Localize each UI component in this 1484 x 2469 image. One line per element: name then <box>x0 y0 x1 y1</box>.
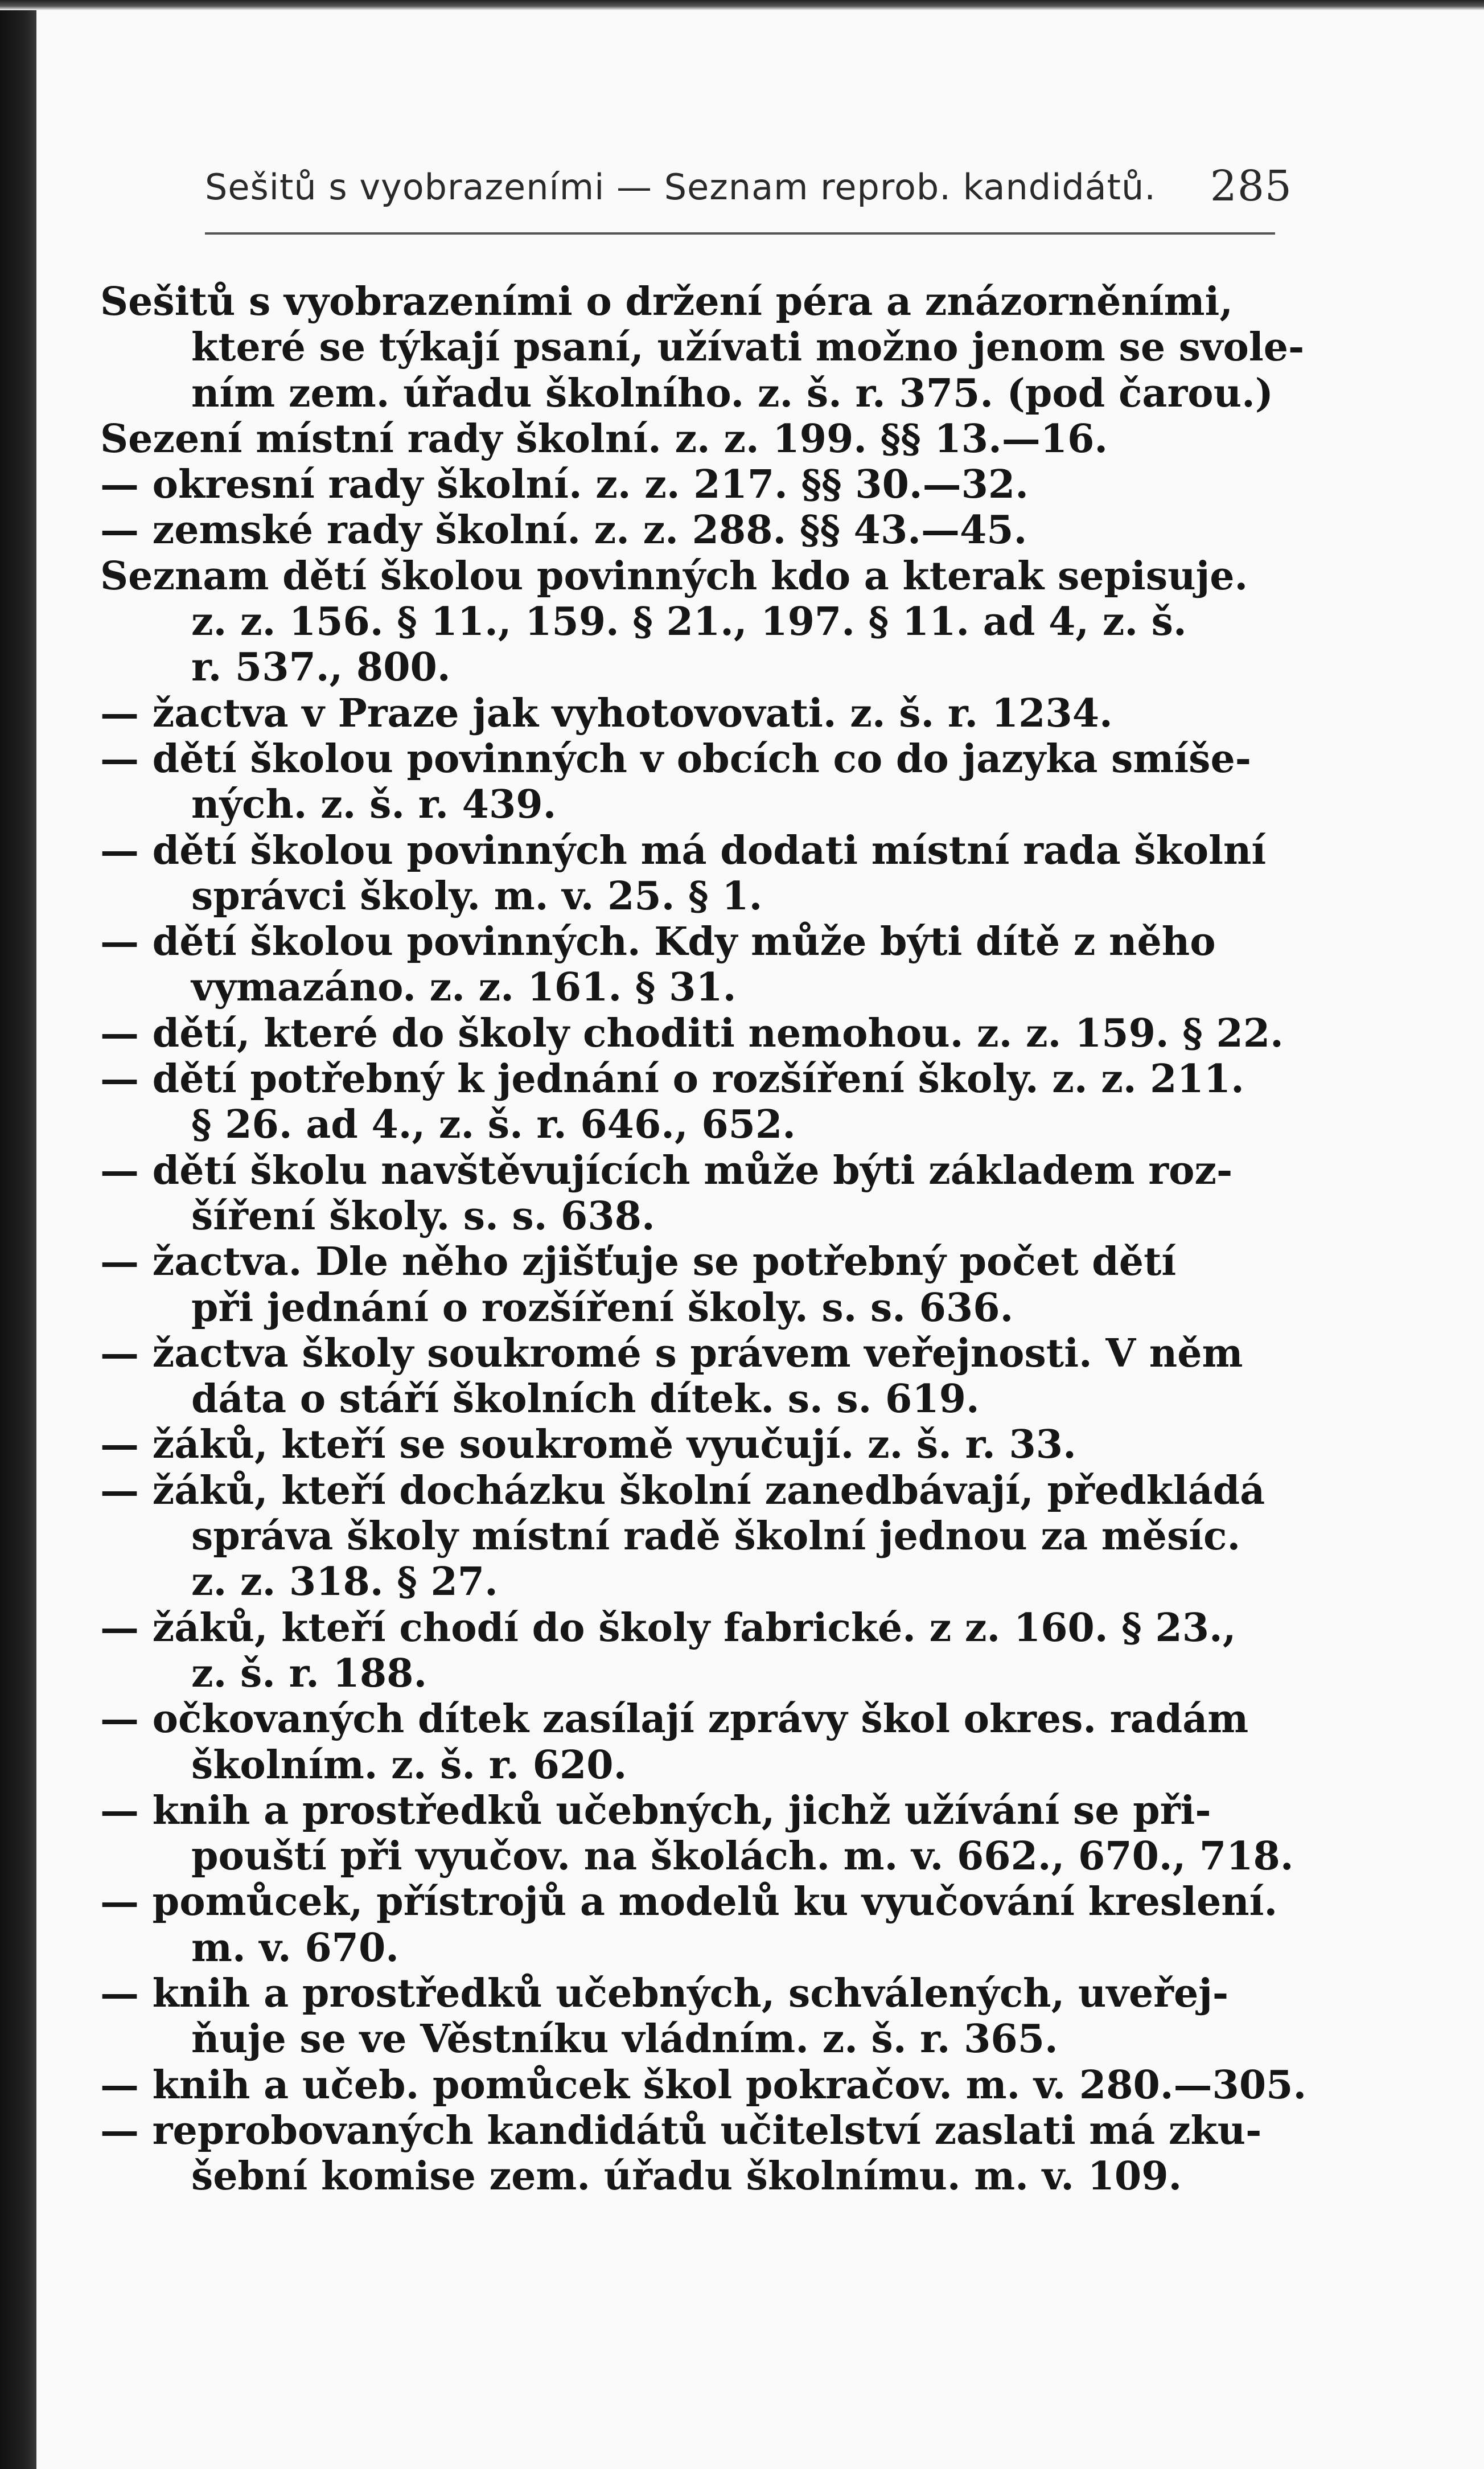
entry-continuation-line: § 26. ad 4., z. š. r. 646., 652. <box>191 1102 796 1148</box>
entry-continuation-line: r. 537., 800. <box>191 645 451 691</box>
entry-continuation-line: z. š. r. 188. <box>191 1650 427 1696</box>
entry-line: — pomůcek, přístrojů a modelů ku vyučování kreslení. <box>100 1879 1278 1925</box>
running-head <box>205 162 1292 218</box>
entry-continuation-line: pouští při vyučov. na školách. m. v. 662., 670., 718. <box>191 1834 1294 1880</box>
scan-binding-edge <box>0 0 36 2469</box>
entry-line: — knih a prostředků učebných, schválených, uveřej- <box>100 1970 1229 2016</box>
entry-line: Seznam dětí školou povinných kdo a kterak sepisuje. <box>100 553 1248 599</box>
entry-line: — žáků, kteří chodí do školy fabrické. z z. 160. § 23., <box>100 1605 1236 1651</box>
entry-continuation-line: ných. z. š. r. 439. <box>191 782 557 828</box>
entry-continuation-line: vymazáno. z. z. 161. § 31. <box>191 965 737 1011</box>
entry-line: — dětí potřebný k jednání o rozšíření školy. z. z. 211. <box>100 1056 1244 1102</box>
running-head-title: Sešitů s vyobrazeními — Seznam reprob. kandidátů. <box>205 166 1156 208</box>
entry-continuation-line: správci školy. m. v. 25. § 1. <box>191 873 763 919</box>
entry-line: — žactva v Praze jak vyhotovovati. z. š. r. 1234. <box>100 690 1113 736</box>
entry-continuation-line: které se týkají psaní, užívati možno jenom se svole- <box>191 325 1305 371</box>
entry-line: — knih a učeb. pomůcek škol pokračov. m. v. 280.—305. <box>100 2062 1307 2108</box>
entry-line: — žactva školy soukromé s právem veřejnosti. V něm <box>100 1330 1243 1376</box>
entry-line: — reprobovaných kandidátů učitelství zaslati má zku- <box>100 2107 1262 2154</box>
entry-continuation-line: šíření školy. s. s. 638. <box>191 1193 655 1239</box>
entry-continuation-line: z. z. 318. § 27. <box>191 1559 498 1605</box>
entry-continuation-line: z. z. 156. § 11., 159. § 21., 197. § 11. ad 4, z. š. <box>191 599 1187 645</box>
entry-line: — zemské rady školní. z. z. 288. §§ 43.—45. <box>100 507 1027 553</box>
header-rule <box>205 232 1275 235</box>
entry-line: — dětí školou povinných. Kdy může býti dítě z něho <box>100 919 1216 965</box>
page-number: 285 <box>1210 162 1292 211</box>
entry-line: — žáků, kteří docházku školní zanedbávají, předkládá <box>100 1467 1265 1514</box>
entry-continuation-line: šební komise zem. úřadu školnímu. m. v. 109. <box>191 2154 1182 2200</box>
entry-line: — dětí školou povinných má dodati místní rada školní <box>100 827 1267 873</box>
entry-continuation-line: správa školy místní radě školní jednou za měsíc. <box>191 1514 1241 1560</box>
entry-line: Sešitů s vyobrazeními o držení péra a znázorněními, <box>100 279 1234 325</box>
entry-line: — dětí, které do školy choditi nemohou. z. z. 159. § 22. <box>100 1010 1284 1056</box>
entry-line: — očkovaných dítek zasílají zprávy škol okres. radám <box>100 1696 1249 1742</box>
entry-line: — žáků, kteří se soukromě vyučují. z. š. r. 33. <box>100 1422 1076 1468</box>
entry-line: — okresní rady školní. z. z. 217. §§ 30.—32. <box>100 462 1029 508</box>
entry-line: — knih a prostředků učebných, jichž užívání se při- <box>100 1787 1211 1834</box>
entry-continuation-line: ňuje se ve Věstníku vládním. z. š. r. 365. <box>191 2016 1058 2062</box>
entry-line: Sezení místní rady školní. z. z. 199. §§ 13.—16. <box>100 416 1108 462</box>
entry-continuation-line: při jednání o rozšíření školy. s. s. 636. <box>191 1285 1014 1331</box>
entry-continuation-line: školním. z. š. r. 620. <box>191 1742 627 1788</box>
index-entries <box>100 279 1307 2200</box>
entry-continuation-line: m. v. 670. <box>191 1925 399 1971</box>
scan-top-edge <box>0 0 1484 10</box>
entry-continuation-line: dáta o stáří školních dítek. s. s. 619. <box>191 1376 980 1422</box>
entry-line: — dětí školu navštěvujících může býti základem roz- <box>100 1147 1233 1194</box>
entry-continuation-line: ním zem. úřadu školního. z. š. r. 375. (pod čarou.) <box>191 370 1273 416</box>
entry-line: — žactva. Dle něho zjišťuje se potřebný počet dětí <box>100 1239 1177 1285</box>
entry-line: — dětí školou povinných v obcích co do jazyka smíše- <box>100 736 1251 782</box>
